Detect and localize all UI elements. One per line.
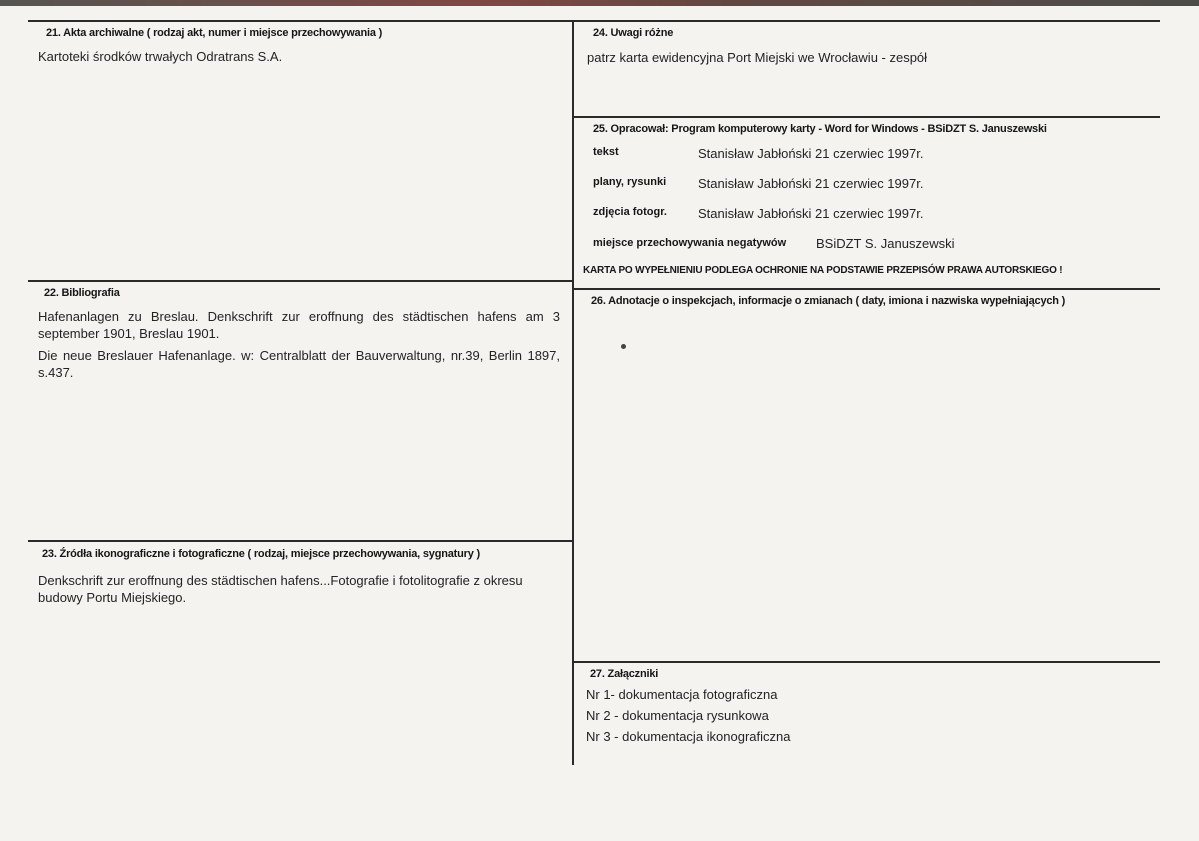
s24-heading: 24. Uwagi różne — [593, 27, 674, 39]
ink-dot — [621, 344, 626, 349]
s27-heading: 27. Załączniki — [590, 668, 659, 680]
column-divider — [572, 20, 574, 765]
s23-heading: 23. Źródła ikonograficzne i fotograficzne ( rodzaj, miejsce przechowywania, sygnatury ) — [42, 548, 480, 560]
rule-s27-top — [574, 661, 1160, 663]
rule-s23-top — [28, 540, 574, 542]
s25-row-value: Stanisław Jabłoński 21 czerwiec 1997r. — [698, 176, 924, 191]
s26-heading: 26. Adnotacje o inspekcjach, informacje o zmianach ( daty, imiona i nazwiska wypełniających ) — [591, 295, 1066, 307]
rule-s22-top — [28, 280, 574, 282]
rule-s26-top — [574, 288, 1160, 290]
s25-row-value: BSiDZT S. Januszewski — [816, 236, 955, 251]
s27-item: Nr 3 - dokumentacja ikonograficzna — [586, 729, 791, 744]
s25-row-value: Stanisław Jabłoński 21 czerwiec 1997r. — [698, 206, 924, 221]
s21-heading: 21. Akta archiwalne ( rodzaj akt, numer i miejsce przechowywania ) — [46, 27, 383, 39]
scan-top-edge — [0, 0, 1199, 6]
s27-item: Nr 1- dokumentacja fotograficzna — [586, 687, 778, 702]
s25-row-label: plany, rysunki — [593, 176, 667, 188]
s25-heading: 25. Opracował: Program komputerowy karty - Word for Windows - BSiDZT S. Januszewski — [593, 123, 1047, 135]
s24-text: patrz karta ewidencyjna Port Miejski we Wrocławiu - zespół — [587, 50, 928, 65]
s25-row-label: tekst — [593, 146, 619, 158]
s22-entry: Die neue Breslauer Hafenanlage. w: Centralblatt der Bauverwaltung, nr.39, Berlin 1897, s.437. — [38, 348, 560, 380]
rule-s25-top — [574, 116, 1160, 118]
s22-entry: Hafenanlagen zu Breslau. Denkschrift zur eroffnung des städtischen hafens am 3 september 1901, Breslau 1901. — [38, 309, 560, 341]
copyright-notice: KARTA PO WYPEŁNIENIU PODLEGA OCHRONIE NA PODSTAWIE PRZEPISÓW PRAWA AUTORSKIEGO ! — [583, 265, 1063, 276]
s27-item: Nr 2 - dokumentacja rysunkowa — [586, 708, 769, 723]
s25-row-label: miejsce przechowywania negatywów — [593, 237, 787, 249]
s23-text: Denkschrift zur eroffnung des städtischen hafens...Fotografie i fotolitografie z okresu budowy Portu Miejskiego. — [38, 573, 523, 605]
s25-row-value: Stanisław Jabłoński 21 czerwiec 1997r. — [698, 146, 924, 161]
s25-row-label: zdjęcia fotogr. — [593, 206, 667, 218]
s22-heading: 22. Bibliografia — [44, 287, 120, 299]
rule-top — [28, 20, 1160, 22]
s21-text: Kartoteki środków trwałych Odratrans S.A. — [38, 49, 283, 64]
